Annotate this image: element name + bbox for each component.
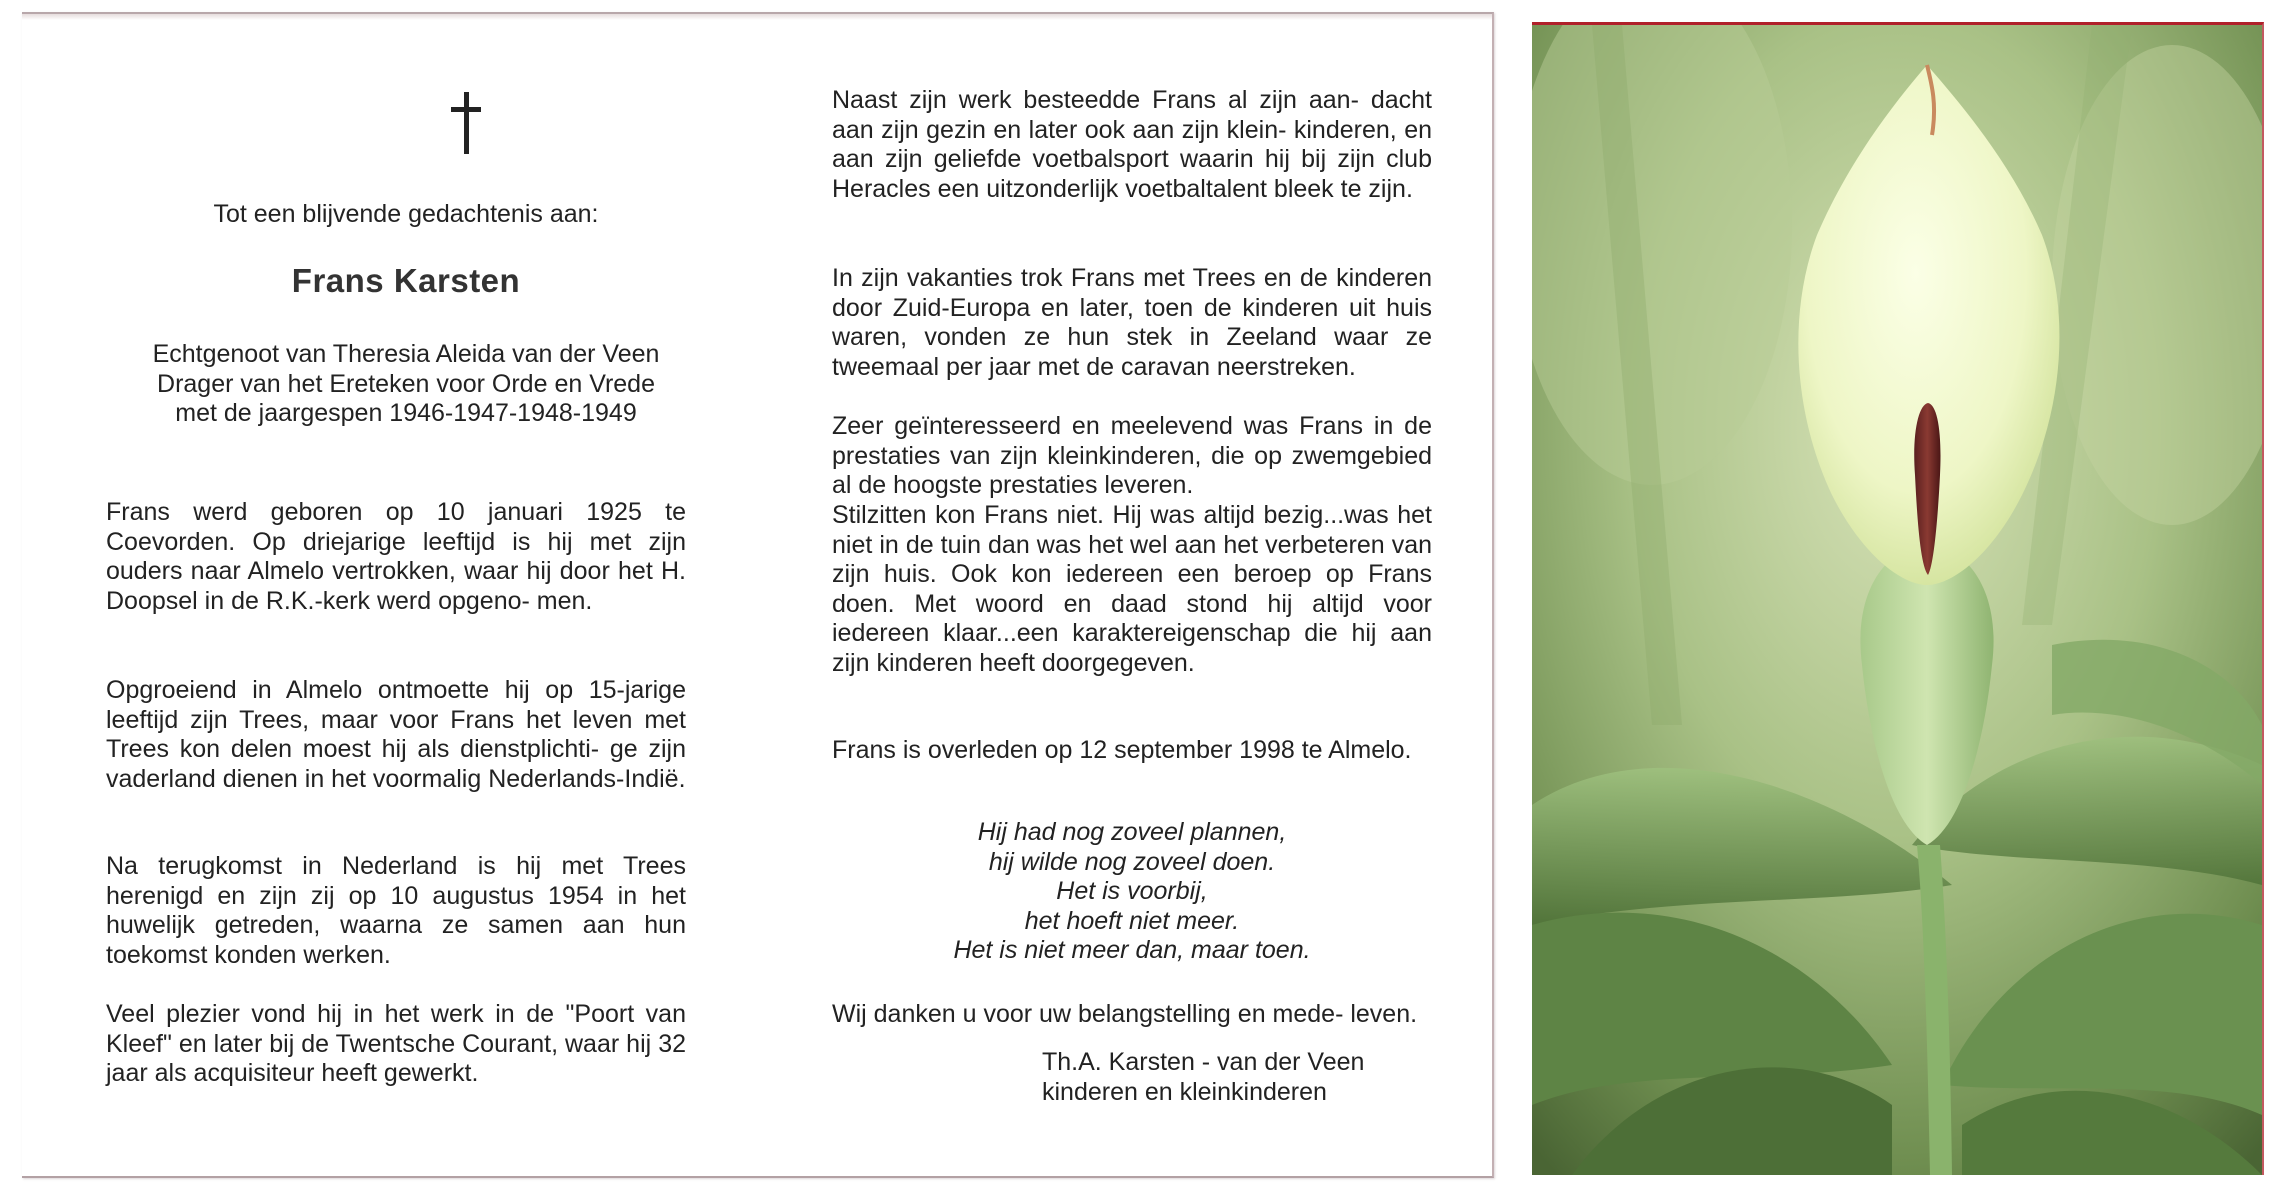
cross-icon: [451, 92, 481, 154]
fold-shadow: [22, 14, 1492, 20]
signature-line: Th.A. Karsten - van der Veen: [1042, 1048, 1365, 1076]
thanks-paragraph: Wij danken u voor uw belangstelling en mede- leven.: [832, 1000, 1418, 1028]
bio-paragraph: Opgroeiend in Almelo ontmoette hij op 15-jarige leeftijd zijn Trees, maar voor Frans het leven met Trees kon delen moest hij als dienstplichti- ge zijn vaderland dienen in het voormalig Nederlands-Indië.: [106, 676, 686, 793]
subtitle-block: [106, 340, 706, 429]
deceased-name: Frans Karsten: [291, 262, 521, 299]
bio-paragraph: Frans werd geboren op 10 januari 1925 te Coevorden. Op driejarige leeftijd is hij met zijn ouders naar Almelo vertrokken, waar hij door het H. Doopsel in de R.K.-kerk werd opgeno- men.: [106, 498, 686, 615]
subtitle-line: Echtgenoot van Theresia Aleida van der Veen: [152, 340, 660, 368]
poem-line: Het is voorbij,: [1056, 877, 1208, 905]
subtitle-line: Drager van het Ereteken voor Orde en Vrede: [157, 369, 655, 398]
bio-paragraph: Stilzitten kon Frans niet. Hij was altijd bezig...was het niet in de tuin dan was het wel aan het verbeteren van zijn huis. Ook kon iedereen een beroep op Frans doen. Met woord en daad stond hij altijd voor iedereen klaar...een karaktereigenschap die hij aan zijn kinderen heeft doorgegeven.: [832, 501, 1432, 677]
bio-paragraph: Naast zijn werk besteedde Frans al zijn aan- dacht aan zijn gezin en later ook aan zijn klein- kinderen, en aan zijn geliefde voetbalsport waarin hij bij zijn club Heracles een uitzonderlijk voetbaltalent bleek te zijn.: [832, 86, 1432, 203]
arum-lily-illustration: [1532, 25, 2262, 1175]
flower-photo: [1532, 22, 2264, 1175]
poem-line: Het is niet meer dan, maar toen.: [953, 936, 1311, 964]
subtitle-line: met de jaargespen 1946-1947-1948-1949: [175, 399, 637, 427]
poem-line: Hij had nog zoveel plannen,: [977, 818, 1287, 846]
signature-line: kinderen en kleinkinderen: [1042, 1077, 1327, 1106]
bio-paragraph: Na terugkomst in Nederland is hij met Trees herenigd en zijn zij op 10 augustus 1954 in het huwelijk getreden, waarna ze samen aan hun toekomst konden werken.: [106, 852, 686, 969]
memorial-card: [22, 12, 1494, 1178]
signature-block: [1042, 1048, 1442, 1107]
bio-paragraph: Zeer geïnteresseerd en meelevend was Frans in de prestaties van zijn kleinkinderen, die op zwemgebied al de hoogste prestaties leveren.: [832, 412, 1432, 499]
bio-paragraph: In zijn vakanties trok Frans met Trees en de kinderen door Zuid-Europa en later, toen de kinderen uit huis waren, vonden ze hun stek in Zeeland waar ze tweemaal per jaar met de caravan neerstreken.: [832, 264, 1432, 381]
poem: [832, 818, 1432, 966]
poem-line: het hoeft niet meer.: [1024, 906, 1240, 935]
poem-line: hij wilde nog zoveel doen.: [988, 847, 1276, 876]
intro-line: Tot een blijvende gedachtenis aan:: [213, 200, 599, 228]
bio-paragraph: Frans is overleden op 12 september 1998 te Almelo.: [832, 736, 1412, 764]
bio-paragraph: Veel plezier vond hij in het werk in de "Poort van Kleef" en later bij de Twentsche Courant, waar hij 32 jaar als acquisiteur heeft gewerkt.: [106, 1000, 686, 1087]
